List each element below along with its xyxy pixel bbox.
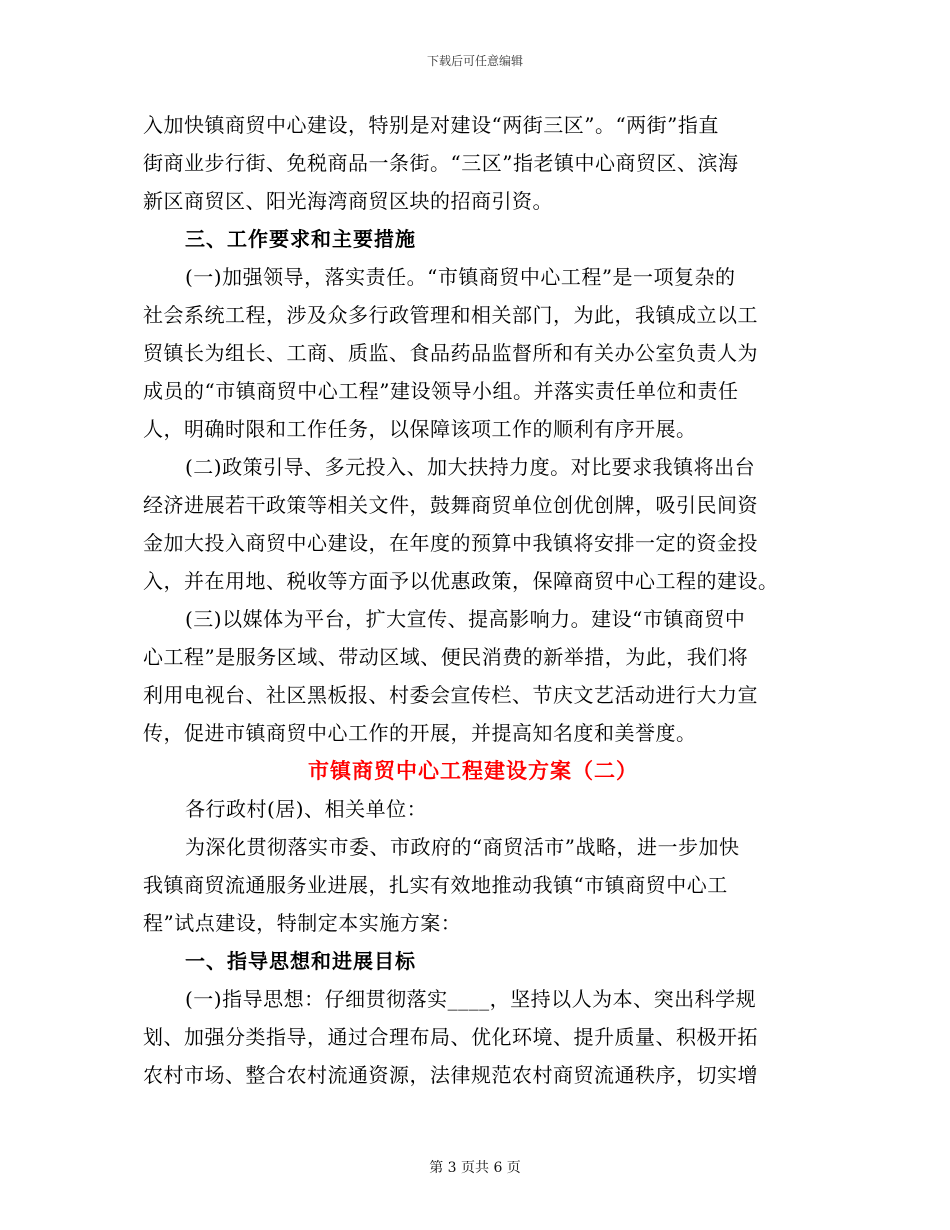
paragraph-line: 利用电视台、社区黑板报、村委会宣传栏、节庆文艺活动进行大力宣 [143, 683, 758, 707]
salutation-line: 各行政村(居)、相关单位： [185, 797, 428, 821]
paragraph-line: 金加大投入商贸中心建设，在年度的预算中我镇将安排一定的资金投 [143, 531, 758, 555]
document-body [143, 106, 803, 1094]
paragraph-line: 经济进展若干政策等相关文件，鼓舞商贸单位创优创牌，吸引民间资 [143, 493, 758, 517]
paragraph-line: 入，并在用地、税收等方面予以优惠政策，保障商贸中心工程的建设。 [143, 569, 779, 593]
paragraph-line: 社会系统工程，涉及众多行政管理和相关部门，为此，我镇成立以工 [143, 303, 758, 327]
page-header: 下载后可任意编辑 [426, 54, 523, 68]
paragraph-line: 成员的“市镇商贸中心工程”建设领导小组。并落实责任单位和责任 [143, 379, 739, 403]
paragraph-line: (三)以媒体为平台，扩大宣传、提高影响力。建设“市镇商贸中 [185, 607, 746, 631]
paragraph-line: 程”试点建设，特制定本实施方案： [143, 911, 462, 935]
section-heading: 三、工作要求和主要措施 [185, 227, 416, 251]
paragraph-line: 贸镇长为组长、工商、质监、食品药品监督所和有关办公室负责人为 [143, 341, 758, 365]
paragraph-line: (二)政策引导、多元投入、加大扶持力度。对比要求我镇将出台 [185, 455, 756, 479]
paragraph-line: 我镇商贸流通服务业进展，扎实有效地推动我镇“市镇商贸中心工 [143, 873, 728, 897]
paragraph-line: 新区商贸区、阳光海湾商贸区块的招商引资。 [143, 189, 553, 213]
paragraph-line: 心工程”是服务区域、带动区域、便民消费的新举措，为此，我们将 [143, 645, 749, 669]
paragraph-line: 划、加强分类指导，通过合理布局、优化环境、提升质量、积极开拓 [143, 1025, 758, 1049]
page-footer: 第 3 页共 6 页 [429, 1160, 521, 1176]
document-title: 市镇商贸中心工程建设方案（二） [308, 758, 638, 783]
paragraph-line: 为深化贯彻落实市委、市政府的“商贸活市”战略，进一步加快 [185, 835, 740, 859]
paragraph-line: 入加快镇商贸中心建设，特别是对建设“两街三区”。“两街”指直 [143, 113, 719, 137]
section-heading: 一、指导思想和进展目标 [185, 949, 416, 973]
paragraph-line: 人，明确时限和工作任务，以保障该项工作的顺利有序开展。 [143, 417, 697, 441]
paragraph-line: 传，促进市镇商贸中心工作的开展，并提高知名度和美誉度。 [143, 721, 697, 745]
paragraph-line: (一)加强领导，落实责任。“市镇商贸中心工程”是一项复杂的 [185, 265, 736, 289]
paragraph-line: 街商业步行街、免税商品一条街。“三区”指老镇中心商贸区、滨海 [143, 151, 739, 175]
paragraph-line: 农村市场、整合农村流通资源，法律规范农村商贸流通秩序，切实增 [143, 1063, 758, 1087]
paragraph-line: (一)指导思想：仔细贯彻落实____，坚持以人为本、突出科学规 [185, 987, 757, 1011]
